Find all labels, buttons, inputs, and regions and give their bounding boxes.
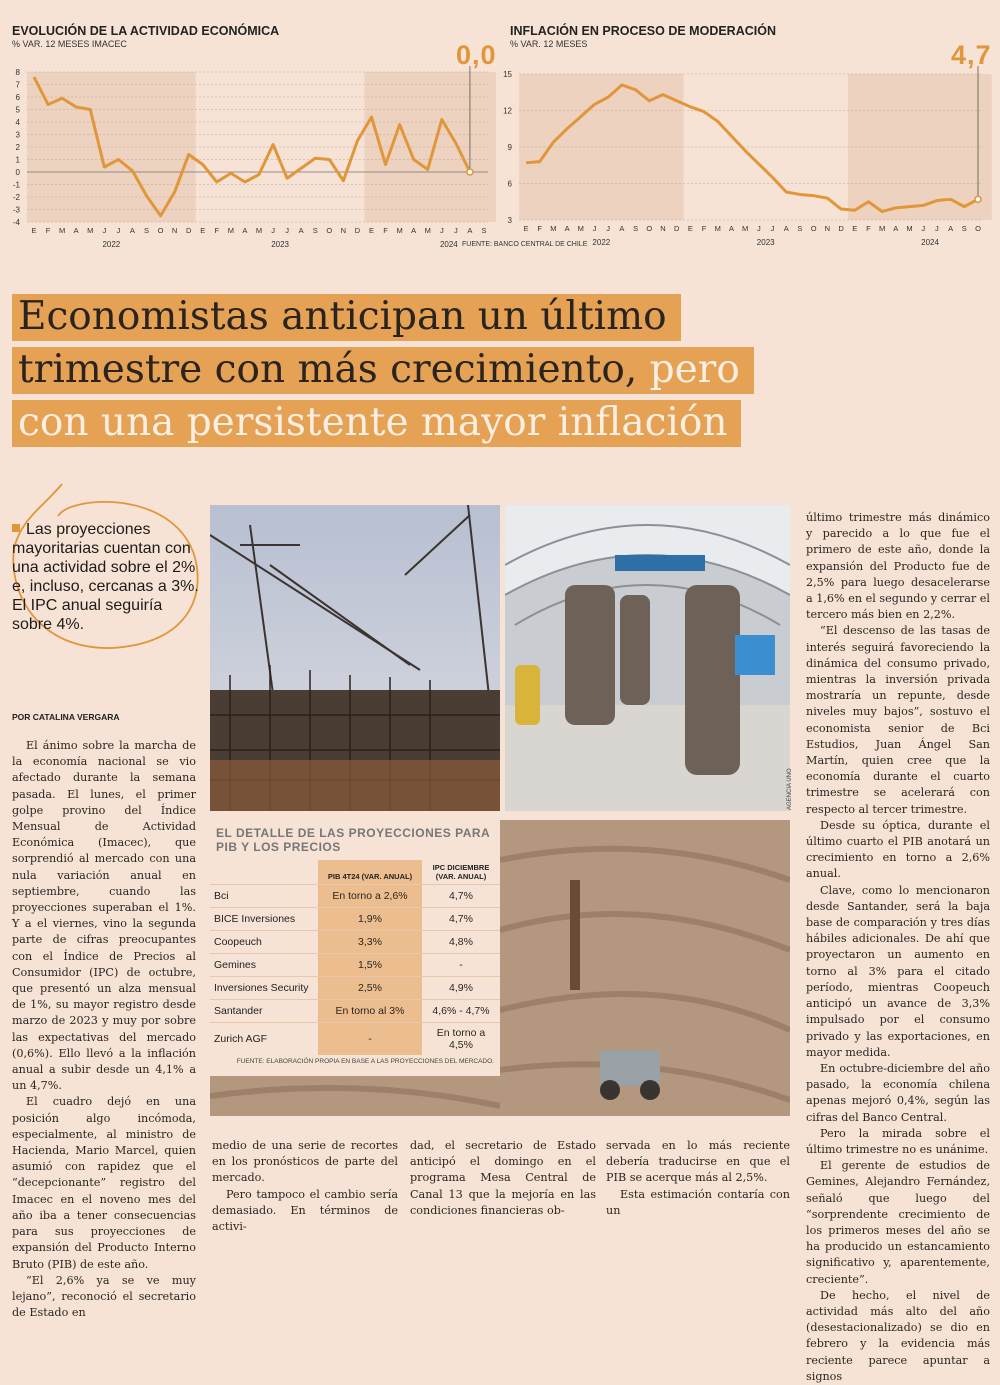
x-tick-label: J [593,224,597,233]
table-cell-pib: 1,9% [318,908,422,931]
y-tick-label: 4 [16,118,21,127]
x-tick-label: N [660,224,665,233]
x-tick-label: D [355,226,361,235]
table-cell-pib: En torno al 3% [318,1000,422,1023]
table-cell-pib: 3,3% [318,931,422,954]
x-tick-label: M [550,224,556,233]
x-tick-label: A [619,224,624,233]
paragraph: En octubre-diciembre del año pasado, la economía chilena apenas mejoró 0,4%, según las cifras del Banco Central. [806,1061,990,1126]
x-tick-label: S [313,226,318,235]
x-tick-label: A [411,226,416,235]
chart2-title: INFLACIÓN EN PROCESO DE MODERACIÓN [510,24,776,38]
paragraph: “El descenso de las tasas de interés seguirá favoreciendo la dinámica del consumo privado, mientras la inversión privada mostraría un repunte, desde niveles muy bajos”, sostuvo el economista senior de Bci Estudios, Juan Ángel San Martín, quien cree que la economía durante el cuarto trimestre se acelerará con respecto al tercer trimestre. [806,623,990,817]
x-tick-label: A [467,226,472,235]
x-tick-label: E [200,226,205,235]
x-tick-label: J [606,224,610,233]
x-tick-label: A [784,224,789,233]
x-tick-label: J [454,226,458,235]
y-tick-label: -4 [13,218,21,227]
table-row [210,977,500,1000]
article-column-5 [806,510,990,1385]
y-tick-label: 0 [16,168,21,177]
table-header-entity [210,860,318,885]
table-cell-name: Zurich AGF [210,1023,318,1056]
table-cell-ipc: 4,8% [422,931,500,954]
x-tick-label: M [87,226,93,235]
year-label: 2023 [271,240,289,249]
year-label: 2023 [757,238,775,247]
table-cell-ipc: 4,7% [422,885,500,908]
x-tick-label: D [674,224,680,233]
x-tick-label: M [228,226,234,235]
x-tick-label: E [688,224,693,233]
x-tick-label: A [893,224,898,233]
year-label: 2024 [921,238,939,247]
paragraph: servada en lo más reciente debería traducirse en que el PIB se acerque más al 2,5%. [606,1138,790,1187]
x-tick-label: A [74,226,79,235]
paragraph: Pero tampoco el cambio sería demasiado. En términos de activi- [212,1187,398,1236]
paragraph: De hecho, el nivel de actividad más alto del año (desestacionalizado) se dio en febrero y la evidencia más reciente parece apuntar a signos [806,1288,990,1385]
x-tick-label: J [771,224,775,233]
y-tick-label: 5 [16,106,21,115]
table-row [210,908,500,931]
y-tick-label: 7 [16,81,21,90]
x-tick-label: A [299,226,304,235]
x-tick-label: M [59,226,65,235]
table-row [210,1000,500,1023]
table-cell-ipc: - [422,954,500,977]
chart2-subtitle: % VAR. 12 MESES [510,39,587,49]
table-cell-name: Gemines [210,954,318,977]
x-tick-label: J [285,226,289,235]
y-tick-label: 2 [16,143,21,152]
table-cell-ipc: 4,7% [422,908,500,931]
x-tick-label: A [565,224,570,233]
x-tick-label: N [341,226,346,235]
chart1-subtitle: % VAR. 12 MESES IMACEC [12,39,127,49]
x-tick-label: S [962,224,967,233]
x-tick-label: M [256,226,262,235]
pedestrians-photo [505,505,790,811]
mine-photo [500,820,790,1116]
x-tick-label: J [757,224,761,233]
x-tick-label: J [921,224,925,233]
paragraph: medio de una serie de recortes en los pronósticos de parte del mercado. [212,1138,398,1187]
table-cell-name: Coopeuch [210,931,318,954]
x-tick-label: M [397,226,403,235]
table-cell-ipc: En torno a 4,5% [422,1023,500,1056]
x-tick-label: F [215,226,220,235]
x-tick-label: S [481,226,486,235]
headline-line1: Economistas anticipan un último [12,294,681,341]
y-tick-label: 3 [508,216,513,225]
x-tick-label: M [906,224,912,233]
x-tick-label: A [729,224,734,233]
table-title-line2: PIB Y LOS PRECIOS [216,840,500,854]
table-header-pib: PIB 4T24 (VAR. ANUAL) [318,860,422,885]
table-row [210,931,500,954]
table-cell-pib: 1,5% [318,954,422,977]
paragraph: Esta estimación contaría con un [606,1187,790,1219]
x-tick-label: M [742,224,748,233]
x-tick-label: M [715,224,721,233]
y-tick-label: -1 [13,181,21,190]
year-label: 2024 [440,240,458,249]
x-tick-label: E [369,226,374,235]
construction-photo [210,505,500,811]
headline [12,290,987,449]
x-tick-label: O [326,226,332,235]
chart2-last-value: 4,7 [951,40,992,71]
table-cell-pib: - [318,1023,422,1056]
x-tick-label: J [440,226,444,235]
x-tick-label: D [186,226,192,235]
x-tick-label: O [646,224,652,233]
lead-summary [12,520,200,634]
x-tick-label: S [633,224,638,233]
headline-line2b: pero [650,347,740,392]
x-tick-label: M [578,224,584,233]
x-tick-label: J [935,224,939,233]
x-tick-label: D [838,224,844,233]
y-tick-label: 6 [508,180,513,189]
x-tick-label: N [172,226,177,235]
construction-illustration [210,505,500,811]
table-cell-name: Santander [210,1000,318,1023]
x-tick-label: S [144,226,149,235]
table-source: FUENTE: ELABORACIÓN PROPIA EN BASE A LAS PROYECCIONES DEL MERCADO. [210,1058,500,1065]
x-tick-label: F [866,224,871,233]
activity-chart [8,66,496,256]
headline-line2 [12,347,754,394]
table-cell-name: Bci [210,885,318,908]
y-tick-label: -2 [13,193,21,202]
paragraph: último trimestre más dinámico y parecido a lo que fue el primero de este año, donde la expansión del Producto fue de 2,5% para luego desacelerarse a 1,6% en el segundo y cerrar el tercero más bien en 2,2%. [806,510,990,623]
table-row [210,1023,500,1056]
chart1-title: EVOLUCIÓN DE LA ACTIVIDAD ECONÓMICA [12,24,279,38]
paragraph: El cuadro dejó en una posición algo incómoda, especialmente, al ministro de Hacienda, Mario Marcel, quien asumió con rapidez que el “decepcionante” registro del Imacec en el noveno mes del año iba a tener consecuencias para sus proyecciones de expansión del Producto Interno Bruto (PIB) de este año. [12,1094,196,1272]
x-tick-label: A [242,226,247,235]
article-column-4 [606,1138,790,1219]
x-tick-label: M [879,224,885,233]
article-column-1 [12,738,196,1321]
table-cell-pib: 2,5% [318,977,422,1000]
paragraph: Desde su óptica, durante el último cuarto el PIB anotará un crecimiento en torno a 2,6% anual. [806,818,990,883]
y-tick-label: 12 [503,107,512,116]
projections-table-box [210,820,500,1076]
x-tick-label: A [948,224,953,233]
table-cell-pib: En torno a 2,6% [318,885,422,908]
lead-text: Las proyecciones mayoritarias cuentan con una actividad sobre el 2% e, incluso, cercanas a 3%. El IPC anual seguiría sobre 4%. [12,521,199,633]
x-tick-label: F [702,224,707,233]
paragraph: dad, el secretario de Estado anticipó el domingo en el programa Mesa Central de Canal 13 que la mejoría en las condiciones financieras ob- [410,1138,596,1219]
year-label: 2022 [592,238,610,247]
last-data-point [467,169,473,175]
mine-strip-illustration [210,1076,500,1116]
bullet-square-icon [12,524,20,532]
paragraph: El gerente de estudios de Gemines, Alejandro Fernández, señaló que luego del “sorprendente crecimiento de los primeros meses del año se ha producido un estancamiento significativo y, aparentemente, creciente”. [806,1158,990,1288]
paragraph: Pero la mirada sobre el último trimestre no es unánime. [806,1126,990,1158]
y-tick-label: 15 [503,70,512,79]
mine-illustration [500,820,790,1116]
y-tick-label: 9 [508,143,513,152]
x-tick-label: F [46,226,51,235]
byline: POR CATALINA VERGARA [12,712,120,722]
y-tick-label: -3 [13,206,21,215]
headline-line3: con una persistente mayor inflación [12,400,741,447]
x-tick-label: E [852,224,857,233]
x-tick-label: J [271,226,275,235]
table-row [210,885,500,908]
x-tick-label: O [158,226,164,235]
table-row [210,954,500,977]
x-tick-label: E [31,226,36,235]
table-cell-ipc: 4,6% - 4,7% [422,1000,500,1023]
x-tick-label: J [102,226,106,235]
x-tick-label: E [523,224,528,233]
table-cell-ipc: 4,9% [422,977,500,1000]
article-column-3 [410,1138,596,1219]
x-tick-label: S [797,224,802,233]
projections-table [210,860,500,1055]
x-tick-label: F [537,224,542,233]
paragraph: Clave, como lo mencionaron desde Santander, será la baja base de comparación y tres días hábiles adicionales. De ahí que proyectaron un aumento en torno al 3% para el citado período, mientras Coopeuch anticipó un avance de 3,3% impulsado por el consumo privado y las exportaciones, en mayor medida. [806,883,990,1061]
paragraph: “El 2,6% ya se ve muy lejano”, reconoció el secretario de Estado en [12,1273,196,1322]
table-cell-name: Inversiones Security [210,977,318,1000]
x-tick-label: A [130,226,135,235]
y-tick-label: 3 [16,131,21,140]
pedestrians-illustration [505,505,790,811]
photo-credit: AGENCIA UNO [787,768,793,810]
table-header-ipc: IPC DICIEMBRE (VAR. ANUAL) [422,860,500,885]
inflation-chart [502,66,996,256]
chart1-last-value: 0,0 [456,40,497,71]
x-tick-label: O [975,224,981,233]
x-tick-label: M [425,226,431,235]
chart-source: FUENTE: BANCO CENTRAL DE CHILE [462,241,587,248]
article-column-2 [212,1138,398,1235]
mine-photo-strip [210,1076,500,1116]
x-tick-label: N [825,224,830,233]
year-label: 2022 [102,240,120,249]
y-tick-label: 6 [16,93,21,102]
y-tick-label: 1 [16,156,21,165]
table-cell-name: BICE Inversiones [210,908,318,931]
table-title-line1: EL DETALLE DE LAS PROYECCIONES PARA [216,826,500,840]
paragraph: El ánimo sobre la marcha de la economía nacional se vio afectado durante la semana pasada. El lunes, el primer golpe provino del Índice Mensual de Actividad Económica (Imacec), que sorprendió al mercado con una nula variación anual en septiembre, cuando las proyecciones superaban el 1%. Y a el viernes, vino la segunda parte de cifras preocupantes con el Índice de Precios al Consumidor (IPC) de octubre, que presentó un alza mensual de 1%, su mayor registro desde marzo de 2023 y muy por sobre las expectativas del mercado (0,6%). Ello llevó a la inflación anual a subir desde un 4,1% a un 4,7%. [12,738,196,1094]
x-tick-label: F [383,226,388,235]
headline-line2a: trimestre con más crecimiento, [18,347,637,392]
x-tick-label: O [811,224,817,233]
x-tick-label: J [117,226,121,235]
y-tick-label: 8 [16,68,21,77]
last-data-point [975,196,981,202]
